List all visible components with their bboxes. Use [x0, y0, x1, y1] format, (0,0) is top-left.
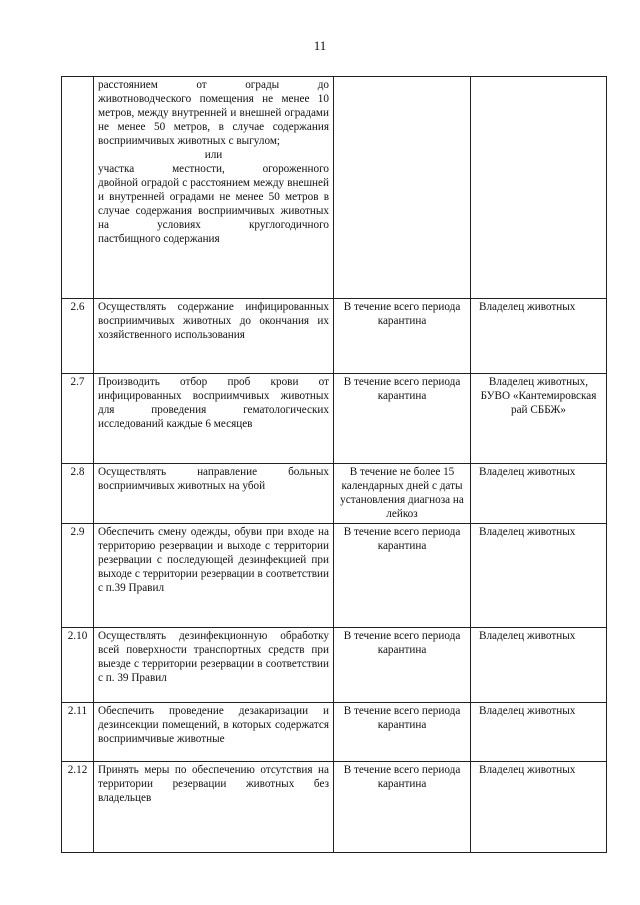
row-number: 2.12 [62, 762, 94, 853]
responsible-cell: Владелец животных [471, 524, 607, 628]
table-row [62, 299, 607, 374]
term-cell: В течение всего периода карантина [334, 628, 471, 703]
action-text-line: или [204, 149, 223, 161]
table-row [62, 762, 607, 853]
action-text: Обеспечить смену одежды, обуви при входе на территорию резервации и выходе с территории резервации с последующей дезинфекцией при выходе с территории резервации в соответствии с п.39 Правил [98, 526, 329, 594]
responsible-cell: Владелец животных [471, 762, 607, 853]
action-text: Осуществлять содержание инфицированных восприимчивых животных до окончания их хозяйственного использования [98, 301, 329, 341]
page-number: 11 [313, 38, 327, 53]
term-cell: В течение всего периода карантина [334, 762, 471, 853]
action-text-line: пастбищного содержания [98, 233, 220, 245]
action-cell [94, 374, 334, 464]
action-text: Осуществлять дезинфекционную обработку всей поверхности транспортных средств при выезде с территории резервации в соответствии с п. 39 Правил [98, 630, 329, 684]
action-text-line: расстоянием от ограды до [98, 79, 329, 91]
term-cell: В течение всего периода карантина [334, 703, 471, 762]
action-text-line: участка местности, огороженного [98, 163, 329, 175]
action-cell [94, 628, 334, 703]
row-number: 2.7 [62, 374, 94, 464]
action-cell [94, 299, 334, 374]
action-text: Производить отбор проб крови от инфицированных восприимчивых животных для проведения гематологических исследований каждые 6 месяцев [98, 376, 329, 430]
action-cell [94, 77, 334, 299]
table-row [62, 524, 607, 628]
row-number: 2.11 [62, 703, 94, 762]
action-cell [94, 703, 334, 762]
term-cell [334, 77, 471, 299]
term-cell: В течение всего периода карантина [334, 299, 471, 374]
table-row [62, 628, 607, 703]
action-text: Осуществлять направление больных восприимчивых животных на убой [98, 466, 329, 492]
responsible-cell [471, 77, 607, 299]
row-number: 2.9 [62, 524, 94, 628]
term-cell: В течение всего периода карантина [334, 524, 471, 628]
table-row [62, 703, 607, 762]
action-text-line: двойной оградой с расстоянием между внешней и внутренней оградами не менее 50 метров в случае содержания восприимчивых животных на условиях круглогодичного [98, 177, 329, 231]
row-number: 2.10 [62, 628, 94, 703]
responsible-cell: Владелец животных [471, 464, 607, 524]
row-number: 2.8 [62, 464, 94, 524]
row-number: 2.6 [62, 299, 94, 374]
responsible-cell: Владелец животных [471, 299, 607, 374]
action-text: Обеспечить проведение дезакаризации и дезинсекции помещений, в которых содержатся восприимчивые животные [98, 705, 329, 745]
responsible-cell: Владелец животных, БУВО «Кантемировская рай СББЖ» [471, 374, 607, 464]
action-cell [94, 524, 334, 628]
measures-table [61, 76, 607, 853]
term-cell: В течение не более 15 календарных дней с даты установления диагноза на лейкоз [334, 464, 471, 524]
table-row [62, 464, 607, 524]
action-cell [94, 464, 334, 524]
term-cell: В течение всего периода карантина [334, 374, 471, 464]
action-cell [94, 762, 334, 853]
responsible-cell: Владелец животных [471, 703, 607, 762]
table-row-continuation [62, 77, 607, 299]
table-row [62, 374, 607, 464]
action-text-line: животноводческого помещения не менее 10 метров, между внутренней и внешней оградами не менее 50 метров, в случае содержания восприимчивых животных с выгулом; [98, 93, 329, 147]
row-number-cell [62, 77, 94, 299]
action-text: Принять меры по обеспечению отсутствия на территории резервации животных без владельцев [98, 764, 329, 804]
responsible-cell: Владелец животных [471, 628, 607, 703]
